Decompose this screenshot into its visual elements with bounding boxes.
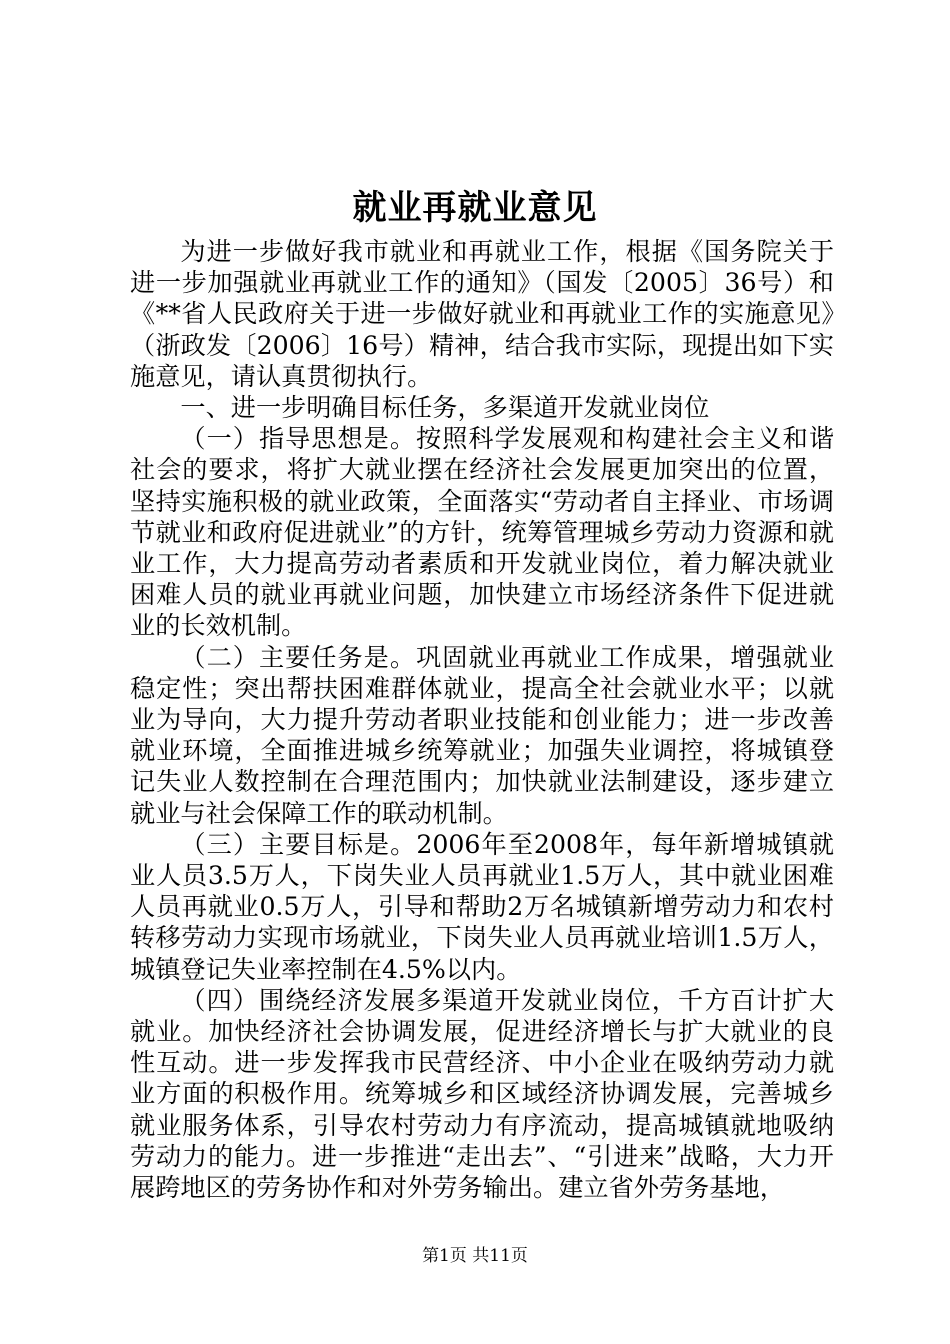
paragraph-main-targets: （三）主要目标是。2006年至2008年，每年新增城镇就业人员3.5万人，下岗失业人员再就业1.5万人，其中就业困难人员再就业0.5万人，引导和帮助2万名城镇新增劳动力和农村转移劳动力实现市场就业，下岗失业人员再就业培训1.5万人，城镇登记失业率控制在4.5%以内。 [130, 829, 834, 984]
paragraph-main-tasks: （二）主要任务是。巩固就业再就业工作成果，增强就业稳定性；突出帮扶困难群体就业，提高全社会就业水平；以就业为导向，大力提升劳动者职业技能和创业能力；进一步改善就业环境，全面推进城乡统筹就业；加强失业调控，将城镇登记失业人数控制在合理范围内；加快就业法制建设，逐步建立就业与社会保障工作的联动机制。 [130, 642, 834, 828]
paragraph-guiding-ideology: （一）指导思想是。按照科学发展观和构建社会主义和谐社会的要求，将扩大就业摆在经济社会发展更加突出的位置，坚持实施积极的就业政策，全面落实“劳动者自主择业、市场调节就业和政府促进就业”的方针，统筹管理城乡劳动力资源和就业工作，大力提高劳动者素质和开发就业岗位，着力解决就业困难人员的就业再就业问题，加快建立市场经济条件下促进就业的长效机制。 [130, 424, 834, 641]
page-title: 就业再就业意见 [352, 188, 598, 228]
paragraph-expand-employment: （四）围绕经济发展多渠道开发就业岗位，千方百计扩大就业。加快经济社会协调发展，促进经济增长与扩大就业的良性互动。进一步发挥我市民营经济、中小企业在吸纳劳动力就业方面的积极作用。统筹城乡和区域经济协调发展，完善城乡就业服务体系，引导农村劳动力有序流动，提高城镇就地吸纳劳动力的能力。进一步推进“走出去”、“引进来”战略，大力开展跨地区的劳务协作和对外劳务输出。建立省外劳务基地， [130, 985, 834, 1203]
section-heading-1: 一、进一步明确目标任务，多渠道开发就业岗位 [180, 393, 710, 423]
page-footer: 第1页 共11页 [422, 1246, 528, 1266]
document-body [130, 236, 834, 1203]
intro-paragraph: 为进一步做好我市就业和再就业工作，根据《国务院关于进一步加强就业再就业工作的通知》（国发〔2005〕36号）和《**省人民政府关于进一步做好就业和再就业工作的实施意见》（浙政发〔2006〕16号）精神，结合我市实际，现提出如下实施意见，请认真贯彻执行。 [130, 237, 834, 391]
